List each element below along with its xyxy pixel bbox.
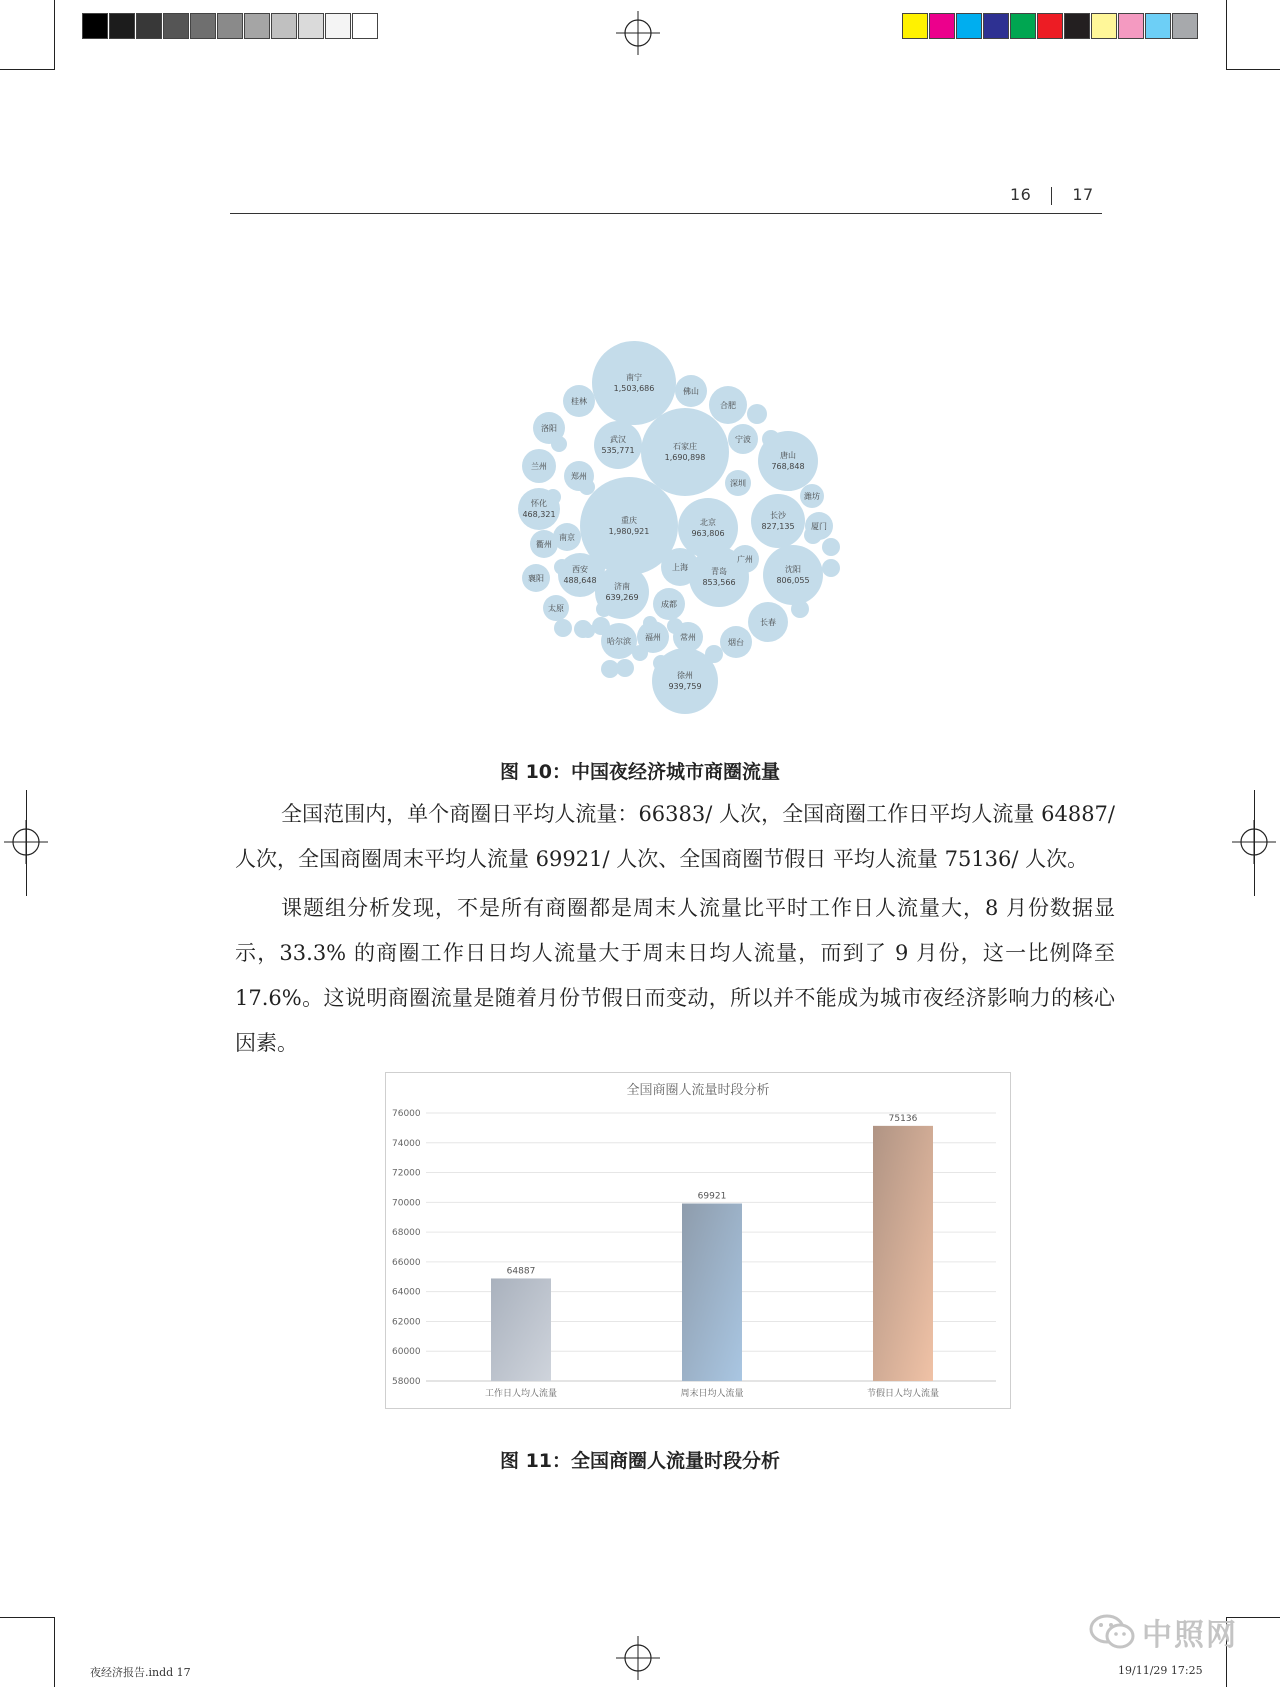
process-color-swatch	[1037, 13, 1063, 39]
bubble-city-label: 北京	[700, 518, 716, 527]
y-tick-label: 60000	[392, 1347, 421, 1358]
bubble	[518, 488, 560, 530]
crop-mark	[26, 790, 27, 896]
watermark-text: 中照网	[1142, 1618, 1238, 1653]
bubble-city-label: 成都	[661, 600, 677, 609]
crop-mark	[54, 1617, 55, 1687]
bar	[873, 1126, 933, 1381]
y-tick-label: 64000	[392, 1287, 421, 1298]
bubble-city-label: 衢州	[536, 540, 552, 549]
grayscale-swatch	[82, 13, 108, 39]
x-category-label: 周末日均人流量	[680, 1389, 744, 1399]
process-color-swatch	[1091, 13, 1117, 39]
grayscale-swatch	[217, 13, 243, 39]
bubble-value-label: 1,690,898	[664, 453, 706, 462]
y-tick-label: 76000	[392, 1109, 421, 1119]
bar-value-label: 69921	[697, 1191, 727, 1202]
bubble-city-label: 福州	[645, 633, 661, 642]
bubble-value-label: 535,771	[601, 446, 635, 455]
bubble-city-label: 长春	[760, 618, 776, 627]
bubble	[595, 565, 649, 619]
bubble-value-label: 1,503,686	[613, 384, 655, 393]
bar-chart-svg	[386, 1073, 1010, 1408]
crop-mark	[54, 0, 55, 70]
process-color-swatch	[1010, 13, 1036, 39]
footer-file-name: 夜经济报告.indd 17	[90, 1666, 191, 1679]
registration-mark-icon	[616, 11, 660, 55]
page-number-separator	[1051, 187, 1052, 205]
y-tick-label: 70000	[392, 1198, 421, 1209]
bubble-minor	[822, 538, 840, 556]
grayscale-swatch	[352, 13, 378, 39]
grayscale-swatch	[298, 13, 324, 39]
bubble-city-label: 青岛	[711, 567, 727, 576]
grayscale-swatch	[136, 13, 162, 39]
grayscale-swatch	[244, 13, 270, 39]
bubble-value-label: 468,321	[522, 510, 556, 519]
process-color-swatch	[1145, 13, 1171, 39]
bubble-city-label: 合肥	[720, 401, 736, 410]
bubble-city-label: 襄阳	[528, 574, 544, 583]
bubble-city-label: 南宁	[626, 373, 642, 382]
registration-mark-icon	[616, 1636, 660, 1680]
bubble-city-label: 佛山	[683, 387, 699, 396]
bubble-city-label: 兰州	[531, 462, 547, 471]
bubble-city-label: 唐山	[780, 451, 796, 460]
bubble-value-label: 1,980,921	[608, 527, 650, 536]
bubble-chart	[480, 330, 850, 730]
process-color-swatch	[902, 13, 928, 39]
process-color-swatch	[929, 13, 955, 39]
bubble-city-label: 厦门	[811, 522, 827, 531]
figure-11-caption: 图 11：全国商圈人流量时段分析	[499, 1450, 781, 1472]
bubble-city-label: 常州	[680, 633, 696, 642]
bubble-value-label: 768,848	[771, 462, 805, 471]
y-tick-label: 72000	[392, 1168, 421, 1179]
grayscale-swatch	[190, 13, 216, 39]
bubble	[641, 408, 729, 496]
bubble-value-label: 827,135	[761, 522, 795, 531]
bubble-value-label: 639,269	[605, 593, 639, 602]
bubble-city-label: 宁波	[735, 435, 751, 444]
bubble-value-label: 806,055	[776, 576, 810, 585]
bar-chart-frame	[385, 1072, 1011, 1409]
bubble	[594, 421, 642, 469]
grayscale-swatch	[163, 13, 189, 39]
bubble-city-label: 重庆	[621, 516, 637, 525]
bubble	[652, 648, 718, 714]
grayscale-swatch	[109, 13, 135, 39]
bubble-city-label: 西安	[572, 565, 588, 574]
grayscale-swatch	[271, 13, 297, 39]
header-rule	[230, 213, 1102, 214]
y-tick-label: 66000	[392, 1257, 421, 1268]
y-tick-label: 68000	[392, 1228, 421, 1239]
y-tick-label: 62000	[392, 1317, 421, 1328]
bubble-city-label: 上海	[672, 563, 688, 572]
wechat-logo-icon	[1087, 1612, 1137, 1652]
crop-mark	[0, 69, 54, 70]
figure-10-caption: 图 10：中国夜经济城市商圈流量	[499, 761, 781, 783]
grayscale-swatch	[325, 13, 351, 39]
bubble-city-label: 武汉	[610, 435, 626, 444]
crop-mark	[0, 1617, 54, 1618]
bubble-minor	[581, 624, 595, 638]
process-color-swatch	[1064, 13, 1090, 39]
bubble-minor	[616, 659, 634, 677]
bubble	[592, 341, 676, 425]
chart-title: 全国商圈人流量时段分析	[626, 1083, 770, 1098]
bar	[682, 1204, 742, 1381]
bubble-minor	[554, 619, 572, 637]
page-number-right: 17	[1072, 185, 1094, 204]
bar-value-label: 75136	[888, 1113, 918, 1124]
bubble-value-label: 939,759	[668, 682, 702, 691]
bubble-chart-svg	[480, 330, 850, 730]
paragraph-text: 课题组分析发现，不是所有商圈都是周末人流量比平时工作日人流量大，8 月份数据显示，33.3% 的商圈工作日日均人流量大于周末日均人流量，而到了 9 月份，这一比例降至 17.6%。这说明商圈流量是随着月份节假日而变动，所以并不能成为城市夜经济影响力的核心因素。	[235, 896, 1115, 1055]
process-color-swatch	[956, 13, 982, 39]
bubble-city-label: 石家庄	[673, 442, 697, 451]
crop-mark	[1226, 0, 1227, 70]
y-tick-label: 74000	[392, 1138, 421, 1149]
bubble-city-label: 太原	[548, 604, 564, 613]
crop-mark	[1226, 69, 1280, 70]
bubble-city-label: 潍坊	[804, 492, 820, 501]
paragraph-text: 全国范围内，单个商圈日平均人流量：66383/ 人次，全国商圈工作日平均人流量 64887/ 人次，全国商圈周末平均人流量 69921/ 人次、全国商圈节假日 平均人流量 75136/ 人次。	[235, 802, 1115, 871]
bubble-value-label: 853,566	[702, 578, 736, 587]
bubble	[558, 553, 602, 597]
process-color-swatch	[1172, 13, 1198, 39]
bar	[491, 1278, 551, 1381]
x-category-label: 节假日人均人流量	[866, 1389, 940, 1399]
bubble-minor	[747, 404, 767, 424]
bubble-city-label: 长沙	[770, 511, 786, 520]
footer-date: 19/11/29 17:25	[1118, 1664, 1203, 1677]
bubble-city-label: 哈尔滨	[607, 637, 631, 646]
bubble-city-label: 徐州	[677, 671, 693, 680]
bubble-city-label: 沈阳	[785, 565, 801, 574]
page-numbers	[1010, 185, 1094, 205]
bubble-city-label: 深圳	[730, 479, 746, 488]
y-tick-label: 58000	[392, 1377, 421, 1387]
bar-value-label: 64887	[506, 1266, 536, 1277]
bubble-value-label: 963,806	[691, 529, 725, 538]
bubble-city-label: 洛阳	[541, 424, 557, 433]
bubble	[763, 545, 823, 605]
bubble-city-label: 怀化	[531, 499, 547, 508]
bubble-value-label: 488,648	[563, 576, 597, 585]
bubble	[758, 431, 818, 491]
crop-mark	[1254, 790, 1255, 896]
bubble	[751, 494, 805, 548]
bubble-city-label: 济南	[614, 582, 630, 591]
bubble-city-label: 烟台	[728, 638, 744, 647]
body-paragraph-2	[235, 886, 1115, 1066]
process-color-swatch	[983, 13, 1009, 39]
bubble-city-label: 桂林	[571, 397, 587, 406]
x-category-label: 工作日人均人流量	[484, 1389, 558, 1399]
bubble-city-label: 郑州	[571, 472, 587, 481]
page-number-left: 16	[1010, 185, 1032, 204]
bubble-city-label: 广州	[737, 555, 753, 564]
bubble-minor	[822, 559, 840, 577]
bubble-city-label: 南京	[559, 533, 575, 542]
body-paragraph-1	[235, 792, 1115, 882]
process-color-swatch	[1118, 13, 1144, 39]
